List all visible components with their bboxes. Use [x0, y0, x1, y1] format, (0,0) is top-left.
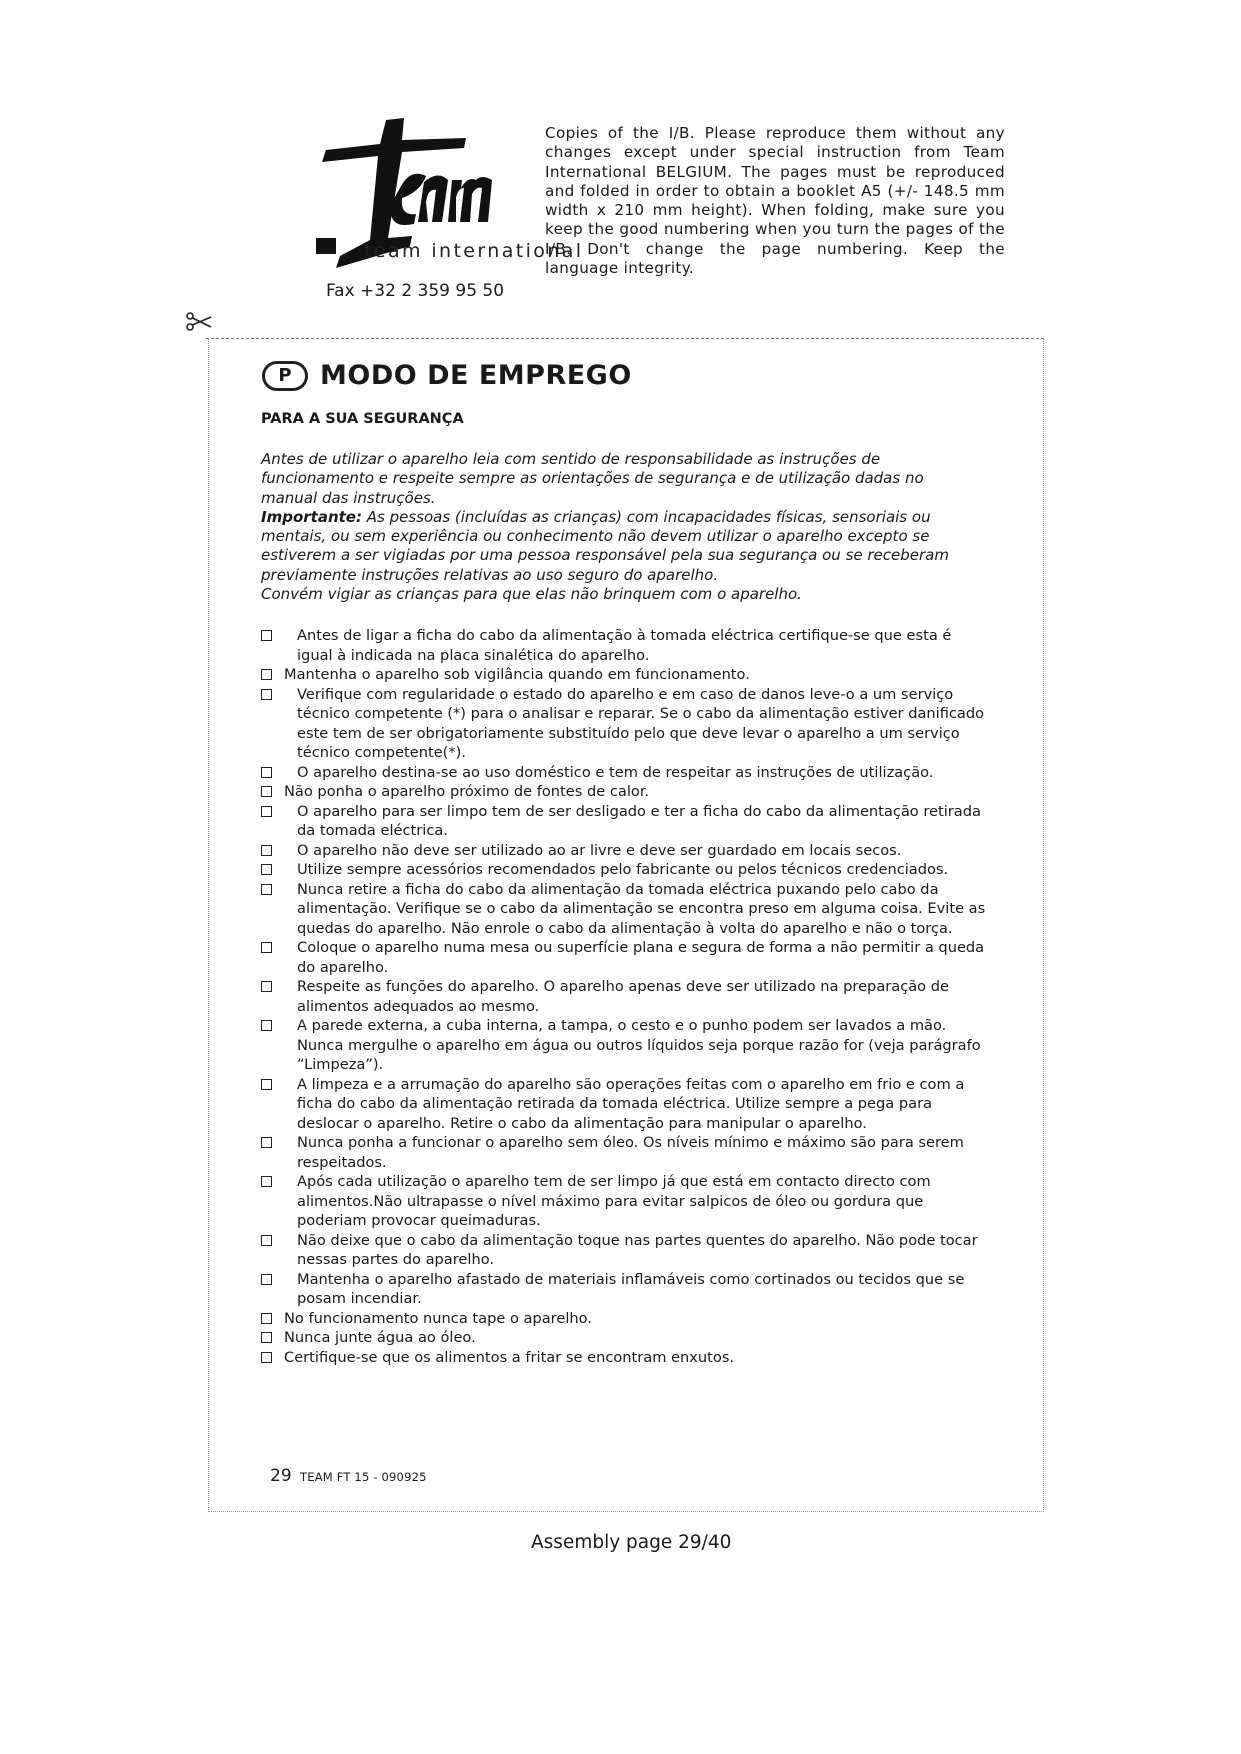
section-heading	[262, 360, 632, 391]
checkbox-icon	[261, 786, 272, 797]
checkbox-icon	[261, 669, 272, 680]
list-item: O aparelho não deve ser utilizado ao ar livre e deve ser guardado em locais secos.	[261, 841, 991, 861]
checkbox-icon	[261, 884, 272, 895]
language-badge: P	[262, 361, 308, 391]
printing-instructions: Copies of the I/B. Please reproduce them without any changes except under special instruction from Team International BELGIUM. The pages must be reproduced and folded in order to obtain a booklet A5 (+/- 148.5 mm width x 210 mm height). When folding, make sure you keep the good numbering when you turn the pages of the I/B. Don't change the page numbering. Keep the language integrity.	[545, 124, 1005, 278]
intro-text	[261, 450, 981, 604]
list-item: A parede externa, a cuba interna, a tampa, o cesto e o punho podem ser lavados a mão. Nunca mergulhe o aparelho em água ou outros líquidos seja porque razão for (veja parágrafo “Limpeza”).	[261, 1016, 991, 1075]
list-item: Verifique com regularidade o estado do aparelho e em caso de danos leve-o a um serviço técnico competente (*) para o analisar e reparar. Se o cabo da alimentação estiver danificado este tem de ser obrigatoriamente substituído pelo que deve levar o aparelho a um serviço técnico competente(*).	[261, 685, 991, 763]
checkbox-icon	[261, 630, 272, 641]
list-item: Nunca ponha a funcionar o aparelho sem óleo. Os níveis mínimo e máximo são para serem respeitados.	[261, 1133, 991, 1172]
checkbox-icon	[261, 1079, 272, 1090]
list-item: No funcionamento nunca tape o aparelho.	[261, 1309, 991, 1329]
checkbox-icon	[261, 942, 272, 953]
checkbox-icon	[261, 767, 272, 778]
model-code: TEAM FT 15 - 090925	[300, 1470, 427, 1484]
page-number: 29	[270, 1466, 292, 1486]
list-item: Mantenha o aparelho afastado de materiais inflamáveis como cortinados ou tecidos que se posam incendiar.	[261, 1270, 991, 1309]
section-subtitle: PARA A SUA SEGURANÇA	[261, 411, 464, 427]
list-item: Coloque o aparelho numa mesa ou superfície plana e segura de forma a não permitir a queda do aparelho.	[261, 938, 991, 977]
list-item: Antes de ligar a ficha do cabo da alimentação à tomada eléctrica certifique-se que esta é igual à indicada na placa sinalética do aparelho.	[261, 626, 991, 665]
important-text: As pessoas (incluídas as crianças) com incapacidades físicas, sensoriais ou mentais, ou sem experiência ou conhecimento não devem utilizar o aparelho excepto se estiverem a ser vigiadas por uma pessoa responsável pela sua segurança ou se receberam previamente instruções relativas ao uso seguro do aparelho.	[261, 507, 949, 584]
logo-graphic	[316, 118, 584, 278]
list-item: O aparelho destina-se ao uso doméstico e tem de respeitar as instruções de utilização.	[261, 763, 991, 783]
checkbox-icon	[261, 981, 272, 992]
list-item: Não ponha o aparelho próximo de fontes de calor.	[261, 782, 991, 802]
list-item: O aparelho para ser limpo tem de ser desligado e ter a ficha do cabo da alimentação retirada da tomada eléctrica.	[261, 802, 991, 841]
scissors-icon	[185, 310, 213, 334]
checkbox-icon	[261, 1332, 272, 1343]
list-item: Após cada utilização o aparelho tem de ser limpo já que está em contacto directo com alimentos.Não ultrapasse o nível máximo para evitar salpicos de óleo ou gordura que poderiam provocar queimaduras.	[261, 1172, 991, 1231]
team-international-logo	[316, 118, 584, 278]
list-item: A limpeza e a arrumação do aparelho são operações feitas com o aparelho em frio e com a ficha do cabo da alimentação retirada da tomada eléctrica. Utilize sempre a pega para deslocar o aparelho. Retire o cabo da alimentação para manipular o aparelho.	[261, 1075, 991, 1134]
checkbox-icon	[261, 1313, 272, 1324]
section-title: MODO DE EMPREGO	[320, 360, 632, 391]
checkbox-icon	[261, 1274, 272, 1285]
important-label: Importante:	[261, 507, 362, 526]
list-item: Nunca junte água ao óleo.	[261, 1328, 991, 1348]
list-item: Certifique-se que os alimentos a fritar se encontram enxutos.	[261, 1348, 991, 1368]
checkbox-icon	[261, 845, 272, 856]
fax-number: Fax +32 2 359 95 50	[325, 281, 505, 301]
checkbox-icon	[261, 806, 272, 817]
assembly-page-label: Assembly page 29/40	[531, 1532, 732, 1553]
list-item: Utilize sempre acessórios recomendados pelo fabricante ou pelos técnicos credenciados.	[261, 860, 991, 880]
checkbox-icon	[261, 1176, 272, 1187]
intro-paragraph: Antes de utilizar o aparelho leia com sentido de responsabilidade as instruções de funcionamento e respeite sempre as orientações de segurança e de utilização dadas no manual das instruções.	[261, 450, 924, 507]
checkbox-icon	[261, 1020, 272, 1031]
list-item: Nunca retire a ficha do cabo da alimentação da tomada eléctrica puxando pelo cabo da alimentação. Verifique se o cabo da alimentação se encontra preso em alguma coisa. Evite as quedas do aparelho. Não enrole o cabo da alimentação à volta do aparelho e não o torça.	[261, 880, 991, 939]
checkbox-icon	[261, 1137, 272, 1148]
safety-list	[261, 626, 991, 1367]
list-item: Respeite as funções do aparelho. O aparelho apenas deve ser utilizado na preparação de alimentos adequados ao mesmo.	[261, 977, 991, 1016]
checkbox-icon	[261, 1235, 272, 1246]
list-item: Não deixe que o cabo da alimentação toque nas partes quentes do aparelho. Não pode tocar nessas partes do aparelho.	[261, 1231, 991, 1270]
checkbox-icon	[261, 864, 272, 875]
checkbox-icon	[261, 689, 272, 700]
logo-text: team international	[364, 240, 584, 262]
children-warning: Convém vigiar as crianças para que elas não brinquem com o aparelho.	[261, 585, 802, 604]
list-item: Mantenha o aparelho sob vigilância quando em funcionamento.	[261, 665, 991, 685]
checkbox-icon	[261, 1352, 272, 1363]
